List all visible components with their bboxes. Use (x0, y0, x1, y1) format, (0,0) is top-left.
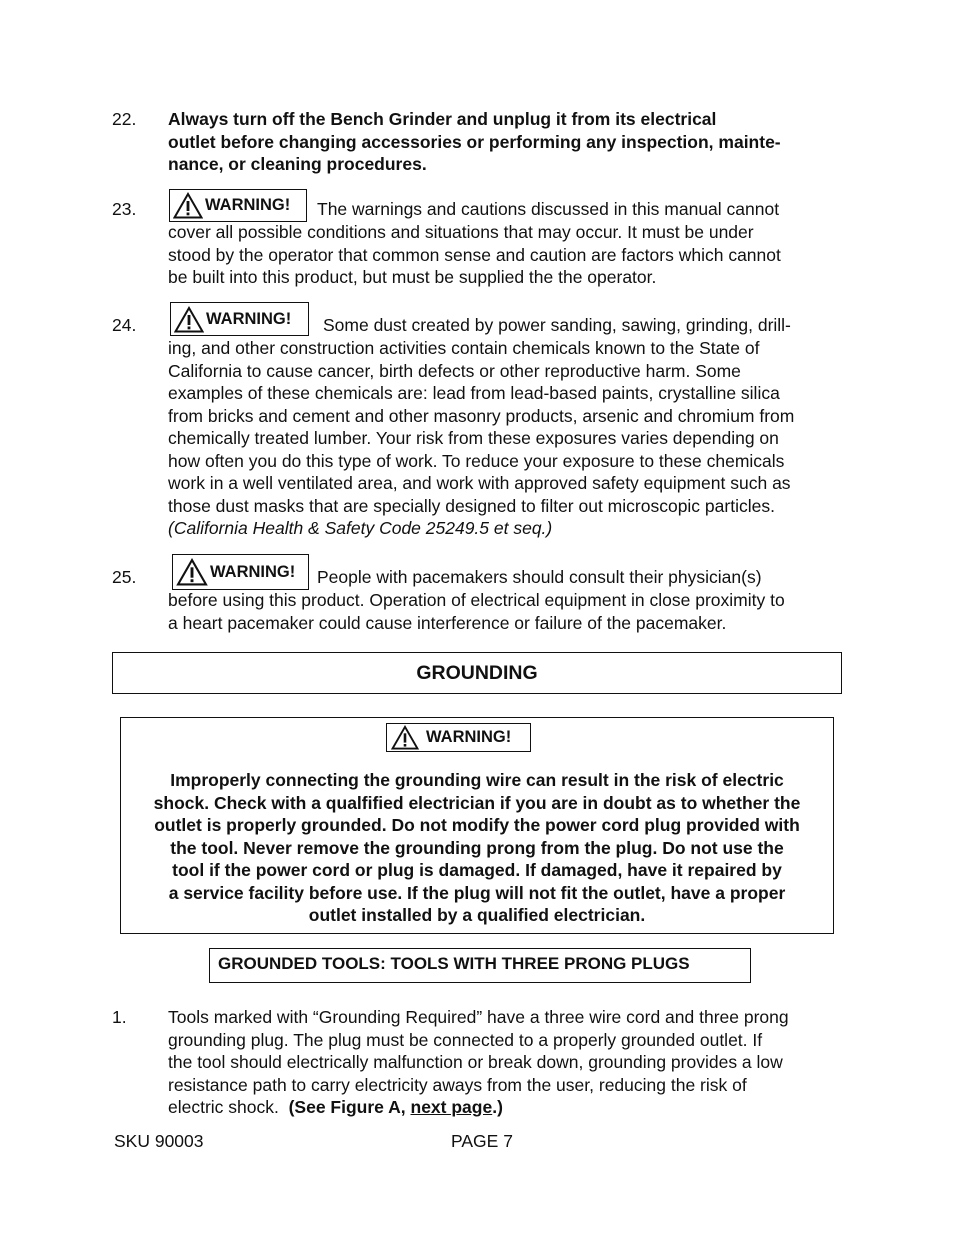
item-1-last-line (168, 1096, 848, 1119)
item-23-text (168, 221, 848, 289)
item-24-number: 24. (112, 315, 137, 335)
item-1-line-text: electric shock. (168, 1097, 279, 1117)
warning-label: WARNING! (426, 728, 512, 746)
grounding-warning-line: tool if the power cord or plug is damaged. If damaged, have it repaired by (172, 860, 782, 880)
item-22-text (168, 108, 848, 176)
item-1-line: the tool should electrically malfunction or break down, grounding provides a low (168, 1052, 783, 1072)
item-25-text (168, 589, 848, 634)
item-24-line: work in a well ventilated area, and work with approved safety equipment such as (168, 473, 791, 493)
item-25-line: a heart pacemaker could cause interference or failure of the pacemaker. (168, 612, 727, 633)
item-24-line: chemically treated lumber. Your risk from these exposures varies depending on (168, 428, 779, 448)
item-23-line: The warnings and cautions discussed in this manual cannot (317, 199, 780, 219)
next-page-link[interactable]: next page (410, 1097, 493, 1117)
item-24-text (168, 337, 848, 540)
grounding-heading: GROUNDING (112, 652, 842, 694)
item-24-line: California to cause cancer, birth defects or other reproductive harm. Some (168, 360, 741, 381)
grounded-tools-subheading: GROUNDED TOOLS: TOOLS WITH THREE PRONG PLUGS (209, 948, 751, 983)
item-1-line: Tools marked with “Grounding Required” have a three wire cord and three prong (168, 1007, 789, 1027)
grounding-warning-line: a service facility before use. If the plug will not fit the outlet, have a proper (168, 882, 786, 903)
item-22-line: Always turn off the Bench Grinder and unplug it from its electrical (168, 109, 717, 129)
item-22-line: nance, or cleaning procedures. (168, 154, 427, 174)
item-22-number: 22. (112, 109, 137, 129)
item-24-line: examples of these chemicals are: lead from lead-based paints, crystalline silica (168, 383, 780, 403)
item-23-line: be built into this product, but must be supplied the the operator. (168, 267, 657, 287)
warning-label: WARNING! (210, 562, 296, 581)
item-23-number: 23. (112, 199, 137, 219)
grounding-warning-line: the tool. Never remove the grounding prong from the plug. Do not use the (170, 837, 784, 858)
see-figure-prefix: (See Figure A, (288, 1097, 411, 1117)
warning-label: WARNING! (205, 196, 291, 214)
item-24-first-line (323, 314, 853, 337)
grounding-warning-line: outlet is properly grounded. Do not modify the power cord plug provided with (154, 815, 800, 835)
warning-triangle-icon (174, 306, 204, 333)
item-22-line: outlet before changing accessories or performing any inspection, mainte- (168, 131, 781, 152)
warning-triangle-icon (176, 558, 208, 586)
item-24-line: those dust masks that are specially designed to filter out microscopic particles. (168, 495, 775, 516)
grounding-warning-line: outlet installed by a qualified electrician. (308, 905, 646, 925)
item-1-number: 1. (112, 1007, 127, 1027)
warning-triangle-icon (173, 192, 203, 219)
item-23-line: stood by the operator that common sense and caution are factors which cannot (168, 244, 781, 265)
item-25-first-line (317, 566, 857, 589)
item-24-line: ing, and other construction activities contain chemicals known to the State of (168, 338, 760, 358)
item-25-line: before using this product. Operation of electrical equipment in close proximity to (168, 590, 785, 610)
item-1-line: resistance path to carry electricity aways from the user, reducing the risk of (168, 1074, 747, 1095)
item-24-line: from bricks and cement and other masonry products, arsenic and chromium from (168, 405, 795, 426)
footer-page-number: PAGE 7 (451, 1131, 513, 1151)
warning-label: WARNING! (206, 309, 292, 328)
item-1-line: grounding plug. The plug must be connected to a properly grounded outlet. If (168, 1029, 763, 1050)
item-25-line: People with pacemakers should consult their physician(s) (317, 567, 762, 587)
item-25-warning-badge (172, 554, 309, 590)
grounding-warning-line: Improperly connecting the grounding wire can result in the risk of electric (170, 770, 784, 790)
footer-sku: SKU 90003 (114, 1131, 204, 1151)
item-23-first-line (317, 198, 857, 221)
warning-triangle-icon (390, 725, 420, 750)
item-23-line: cover all possible conditions and situations that may occur. It must be under (168, 222, 754, 242)
grounding-warning-panel (120, 717, 834, 934)
item-1-text (168, 1006, 848, 1119)
grounding-warning-text (121, 769, 833, 927)
item-24-citation: (California Health & Safety Code 25249.5 et seq.) (168, 518, 553, 538)
grounding-warning-badge (386, 723, 531, 752)
item-23-warning-badge (169, 189, 307, 222)
see-figure-suffix: .) (492, 1097, 503, 1117)
item-25-number: 25. (112, 567, 137, 587)
item-24-warning-badge (170, 302, 309, 336)
item-24-line: Some dust created by power sanding, sawing, grinding, drill- (323, 315, 791, 335)
grounding-warning-line: shock. Check with a qualfified electrician if you are in doubt as to whether the (153, 792, 801, 813)
item-24-line: how often you do this type of work. To reduce your exposure to these chemicals (168, 450, 785, 471)
